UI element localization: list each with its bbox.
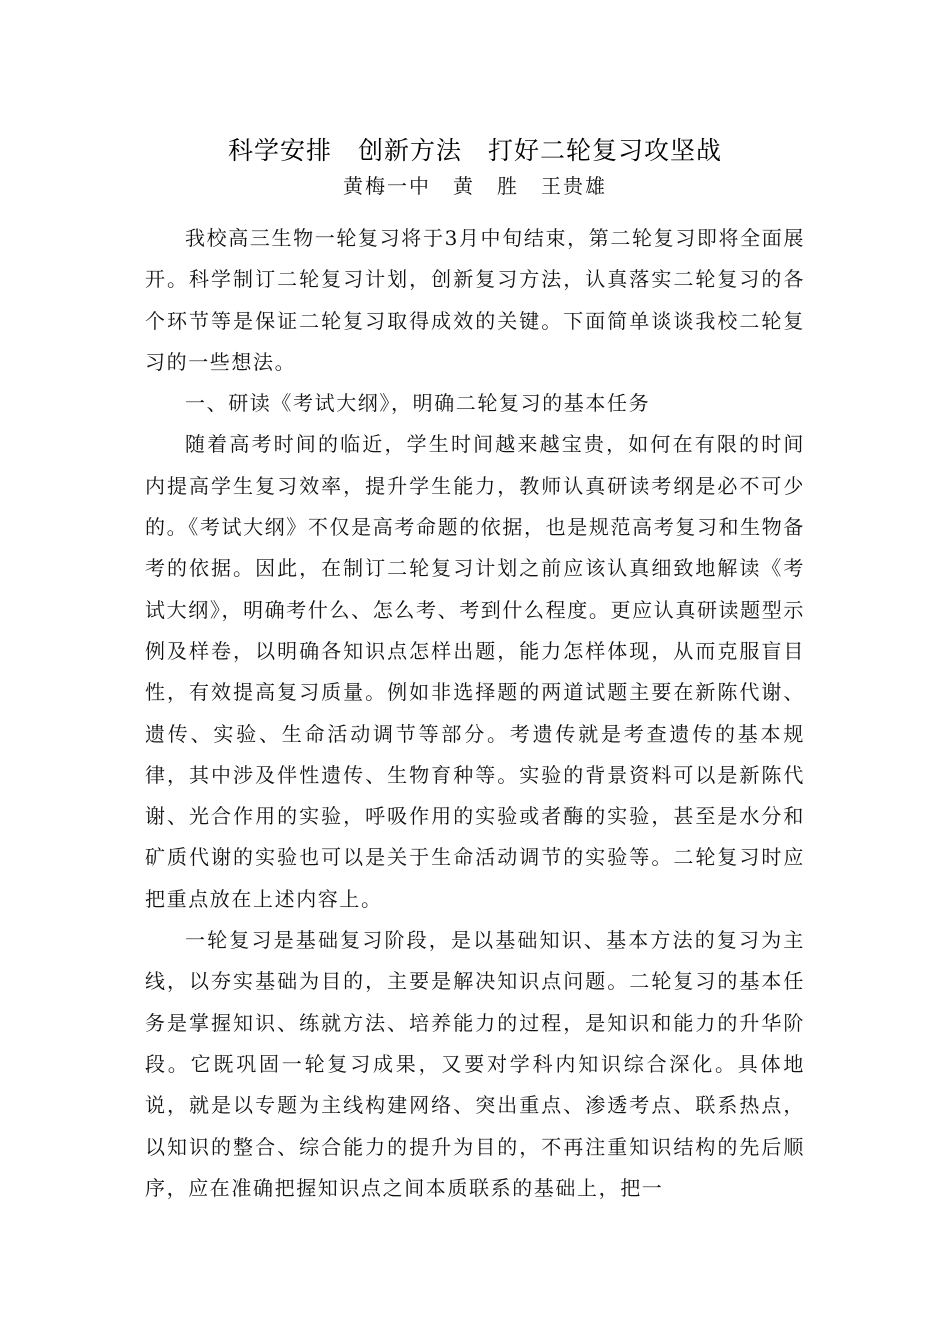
document-authors: 黄梅一中 黄 胜 王贵雄 bbox=[343, 174, 607, 198]
document-body bbox=[145, 218, 805, 1209]
paragraph-review-stages: 一轮复习是基础复习阶段，是以基础知识、基本方法的复习为主线，以夯实基础为目的，主要是解决知识点问题。二轮复习的基本任务是掌握知识、练就方法、培养能力的过程，是知识和能力的升华阶段。它既巩固一轮复习成果，又要对学科内知识综合深化。具体地说，就是以专题为主线构建网络、突出重点、渗透考点、联系热点，以知识的整合、综合能力的提升为目的，不再注重知识结构的先后顺序，应在准确把握知识点之间本质联系的基础上，把一 bbox=[145, 928, 805, 1200]
section-heading-1: 一、研读《考试大纲》，明确二轮复习的基本任务 bbox=[185, 391, 651, 416]
paragraph-intro: 我校高三生物一轮复习将于3月中旬结束，第二轮复习即将全面展开。科学制订二轮复习计划，创新复习方法，认真落实二轮复习的各个环节等是保证二轮复习取得成效的关键。下面简单谈谈我校二轮复习的一些想法。 bbox=[145, 226, 805, 374]
document-title: 科学安排 创新方法 打好二轮复习攻坚战 bbox=[227, 136, 722, 165]
paragraph-exam-syllabus: 随着高考时间的临近，学生时间越来越宝贵，如何在有限的时间内提高学生复习效率，提升学生能力，教师认真研读考纲是必不可少的。《考试大纲》不仅是高考命题的依据，也是规范高考复习和生物备考的依据。因此，在制订二轮复习计划之前应该认真细致地解读《考试大纲》，明确考什么、怎么考、考到什么程度。更应认真研读题型示例及样卷，以明确各知识点怎样出题，能力怎样体现，从而克服盲目性，有效提高复习质量。例如非选择题的两道试题主要在新陈代谢、遗传、实验、生命活动调节等部分。考遗传就是考查遗传的基本规律，其中涉及伴性遗传、生物育种等。实验的背景资料可以是新陈代谢、光合作用的实验，呼吸作用的实验或者酶的实验，甚至是水分和矿质代谢的实验也可以是关于生命活动调节的实验等。二轮复习时应把重点放在上述内容上。 bbox=[145, 432, 805, 911]
